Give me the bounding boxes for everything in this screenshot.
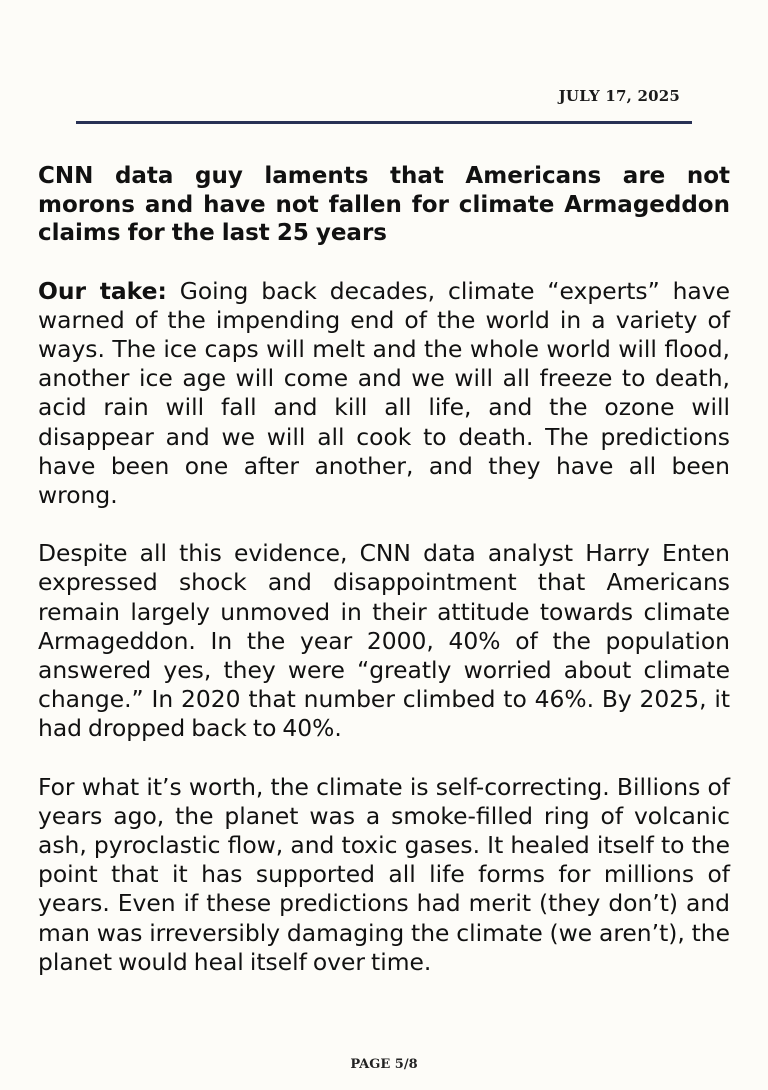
article-body [38, 162, 730, 1006]
body-paragraph: Despite all this evidence, CNN data analyst Harry Enten expressed shock and disappointment that Americans remain largely unmoved in their attitude towards climate Armageddon. In the year 2000, 40% of the population answered yes, they were “greatly worried about climate change.” In 2020 that number climbed to 46%. By 2025, it had dropped back to 40%. [38, 539, 730, 743]
body-paragraph: For what it’s worth, the climate is self-correcting. Billions of years ago, the planet was a smoke-filled ring of volcanic ash, pyroclastic flow, and toxic gases. It healed itself to the point that it has supported all life forms for millions of years. Even if these predictions had merit (they don’t) and man was irreversibly damaging the climate (we aren’t), the planet would heal itself over time. [38, 772, 730, 976]
header-divider [76, 121, 692, 124]
lead-text: Going back decades, climate “experts” have warned of the impending end of the world in a variety of ways. The ice caps will melt and the whole world will flood, another ice age will come and we will all freeze to death, acid rain will fall and kill all life, and the ozone will disappear and we will all cook to death. The predictions have been one after another, and they have all been wrong. [38, 276, 730, 509]
article-headline: CNN data guy laments that Americans are not morons and have not fallen for climate Armageddon claims for the last 25 years [38, 163, 730, 246]
lead-paragraph [38, 277, 730, 511]
publication-date: JULY 17, 2025 [558, 87, 680, 105]
page-number: PAGE 5/8 [350, 1057, 418, 1072]
lead-label: Our take: [38, 276, 167, 305]
